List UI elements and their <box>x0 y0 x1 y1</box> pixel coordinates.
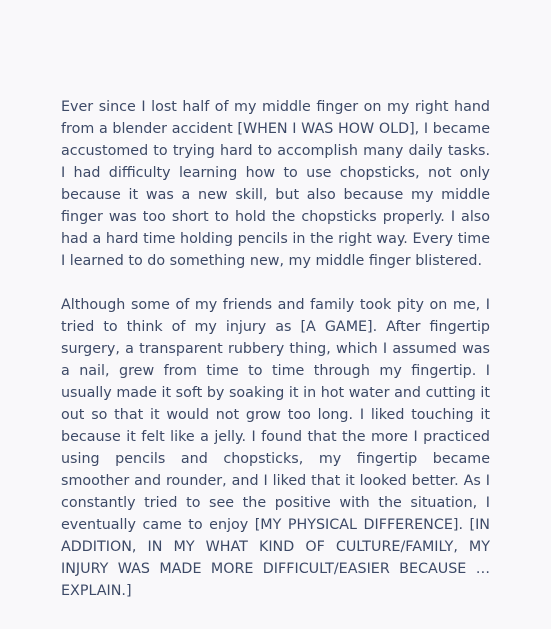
paragraph-1: Ever since I lost half of my middle finger on my right hand from a blender accident [WHEN I WAS HOW OLD], I became accustomed to trying hard to accomplish many daily tasks. I had difficulty learning how to use chopsticks, not only because it was a new skill, but also because my middle finger was too short to hold the chopsticks properly. I also had a hard time holding pencils in the right way. Every time I learned to do something new, my middle finger blistered. <box>61 99 490 269</box>
document-body <box>61 96 490 602</box>
paragraph-2: Although some of my friends and family took pity on me, I tried to think of my injury as [A GAME]. After fingertip surgery, a transparent rubbery thing, which I assumed was a nail, grew from time to time through my fingertip. I usually made it soft by soaking it in hot water and cutting it out so that it would not grow too long. I liked touching it because it felt like a jelly. I found that the more I practiced using pencils and chopsticks, my fingertip became smoother and rounder, and I liked that it looked better. As I constantly tried to see the positive with the situation, I eventually came to enjoy [MY PHYSICAL DIFFERENCE]. [IN ADDITION, IN MY WHAT KIND OF CULTURE/FAMILY, MY INJURY WAS MADE MORE DIFFICULT/EASIER BECAUSE … EXPLAIN.] <box>61 297 490 599</box>
